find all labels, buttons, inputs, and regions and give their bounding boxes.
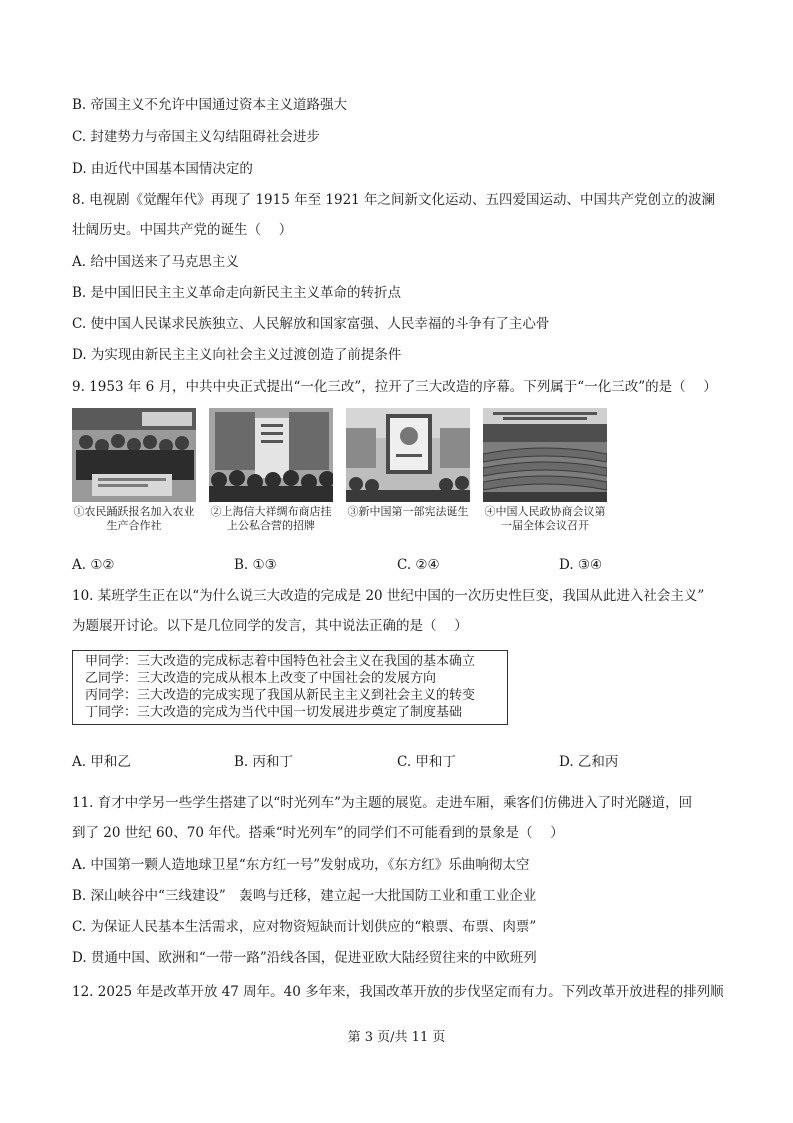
q10-statement-jia: 甲同学：三大改造的完成标志着中国特色社会主义在我国的基本确立 [85,654,476,669]
q10-stem-line2: 为题展开讨论。以下是几位同学的发言，其中说法正确的是（ ） [72,618,468,634]
q7-option-b: B. 帝国主义不允许中国通过资本主义道路强大 [72,97,348,113]
q9-photo-1-caption: ①农民踊跃报名加入农业生产合作社 [73,505,195,532]
q9-photo-2 [209,408,333,533]
q9-photo-4-caption: ④中国人民政协商会议第一届全体会议召开 [484,505,606,532]
q9-photo-4-image [483,408,607,502]
q9-option-d: D. ③④ [559,557,603,573]
q10-option-d: D. 乙和丙 [559,754,619,770]
q10-statement-ding: 丁同学：三大改造的完成为当代中国一切发展进步奠定了制度基础 [85,705,463,720]
q9-photo-row [72,408,632,538]
q10-option-a: A. 甲和乙 [72,754,131,770]
q9-photo-2-caption: ②上海信大祥绸布商店挂上公私合营的招牌 [210,505,332,532]
q9-options [72,555,722,575]
q10-statement-bing: 丙同学：三大改造的完成实现了我国从新民主主义到社会主义的转变 [85,688,476,703]
q10-statements-box [72,650,508,725]
q11-stem-line1: 11. 育才中学另一些学生搭建了以“时光列车”为主题的展览。走进车厢，乘客们仿佛进入了时光隧道，回 [72,795,693,811]
q9-photo-3-image [346,408,470,502]
q8-stem-line2: 壮阔历史。中国共产党的诞生（ ） [72,222,293,238]
q9-photo-1-image [72,408,196,502]
q7-option-c: C. 封建势力与帝国主义勾结阻碍社会进步 [72,129,320,145]
q9-photo-4 [483,408,607,533]
q9-stem: 9. 1953 年 6 月，中共中央正式提出“一化三改”，拉开了三大改造的序幕。下列属于“一化三改”的是（ ） [72,379,717,395]
q8-option-b: B. 是中国旧民主主义革命走向新民主主义革命的转折点 [72,285,402,301]
q9-photo-2-image [209,408,333,502]
q9-photo-1 [72,408,196,533]
q8-stem-line1: 8. 电视剧《觉醒年代》再现了 1915 年至 1921 年之间新文化运动、五四爱国运动、中国共产党创立的波澜 [72,192,716,208]
q10-statement-yi: 乙同学：三大改造的完成从根本上改变了中国社会的发展方向 [85,671,437,686]
q7-option-d: D. 由近代中国基本国情决定的 [72,161,253,177]
q11-stem-line2: 到了 20 世纪 60、70 年代。搭乘“时光列车”的同学们不可能看到的景象是（ ） [72,825,564,841]
q8-option-a: A. 给中国送来了马克思主义 [72,254,239,270]
q11-option-d: D. 贯通中国、欧洲和“一带一路”沿线各国，促进亚欧大陆经贸往来的中欧班列 [72,950,537,966]
q10-option-c: C. 甲和丁 [397,754,456,770]
q11-option-c: C. 为保证人民基本生活需求，应对物资短缺而计划供应的“粮票、布票、肉票” [72,919,537,935]
q12-stem-line1: 12. 2025 年是改革开放 47 周年。40 多年来，我国改革开放的步伐坚定而有力。下列改革开放进程的排列顺 [72,984,724,1000]
q9-option-a: A. ①② [72,557,115,573]
page-number: 第 3 页/共 11 页 [347,1030,446,1045]
q10-stem-line1: 10. 某班学生正在以“为什么说三大改造的完成是 20 世纪中国的一次历史性巨变，我国从此进入社会主义” [72,588,705,604]
q11-option-b: B. 深山峡谷中“三线建设” 轰鸣与迁移，建立起一大批国防工业和重工业企业 [72,888,537,904]
q10-options [72,752,722,772]
q8-option-c: C. 使中国人民谋求民族独立、人民解放和国家富强、人民幸福的斗争有了主心骨 [72,316,550,332]
q9-option-b: B. ①③ [234,557,277,573]
q9-photo-3-caption: ③新中国第一部宪法诞生 [347,505,469,518]
q11-option-a: A. 中国第一颗人造地球卫星“东方红一号”发射成功，《东方红》乐曲响彻太空 [72,857,530,873]
q9-option-c: C. ②④ [397,557,440,573]
q8-option-d: D. 为实现由新民主主义向社会主义过渡创造了前提条件 [72,347,402,363]
q10-option-b: B. 丙和丁 [234,754,294,770]
q9-photo-3 [346,408,470,519]
